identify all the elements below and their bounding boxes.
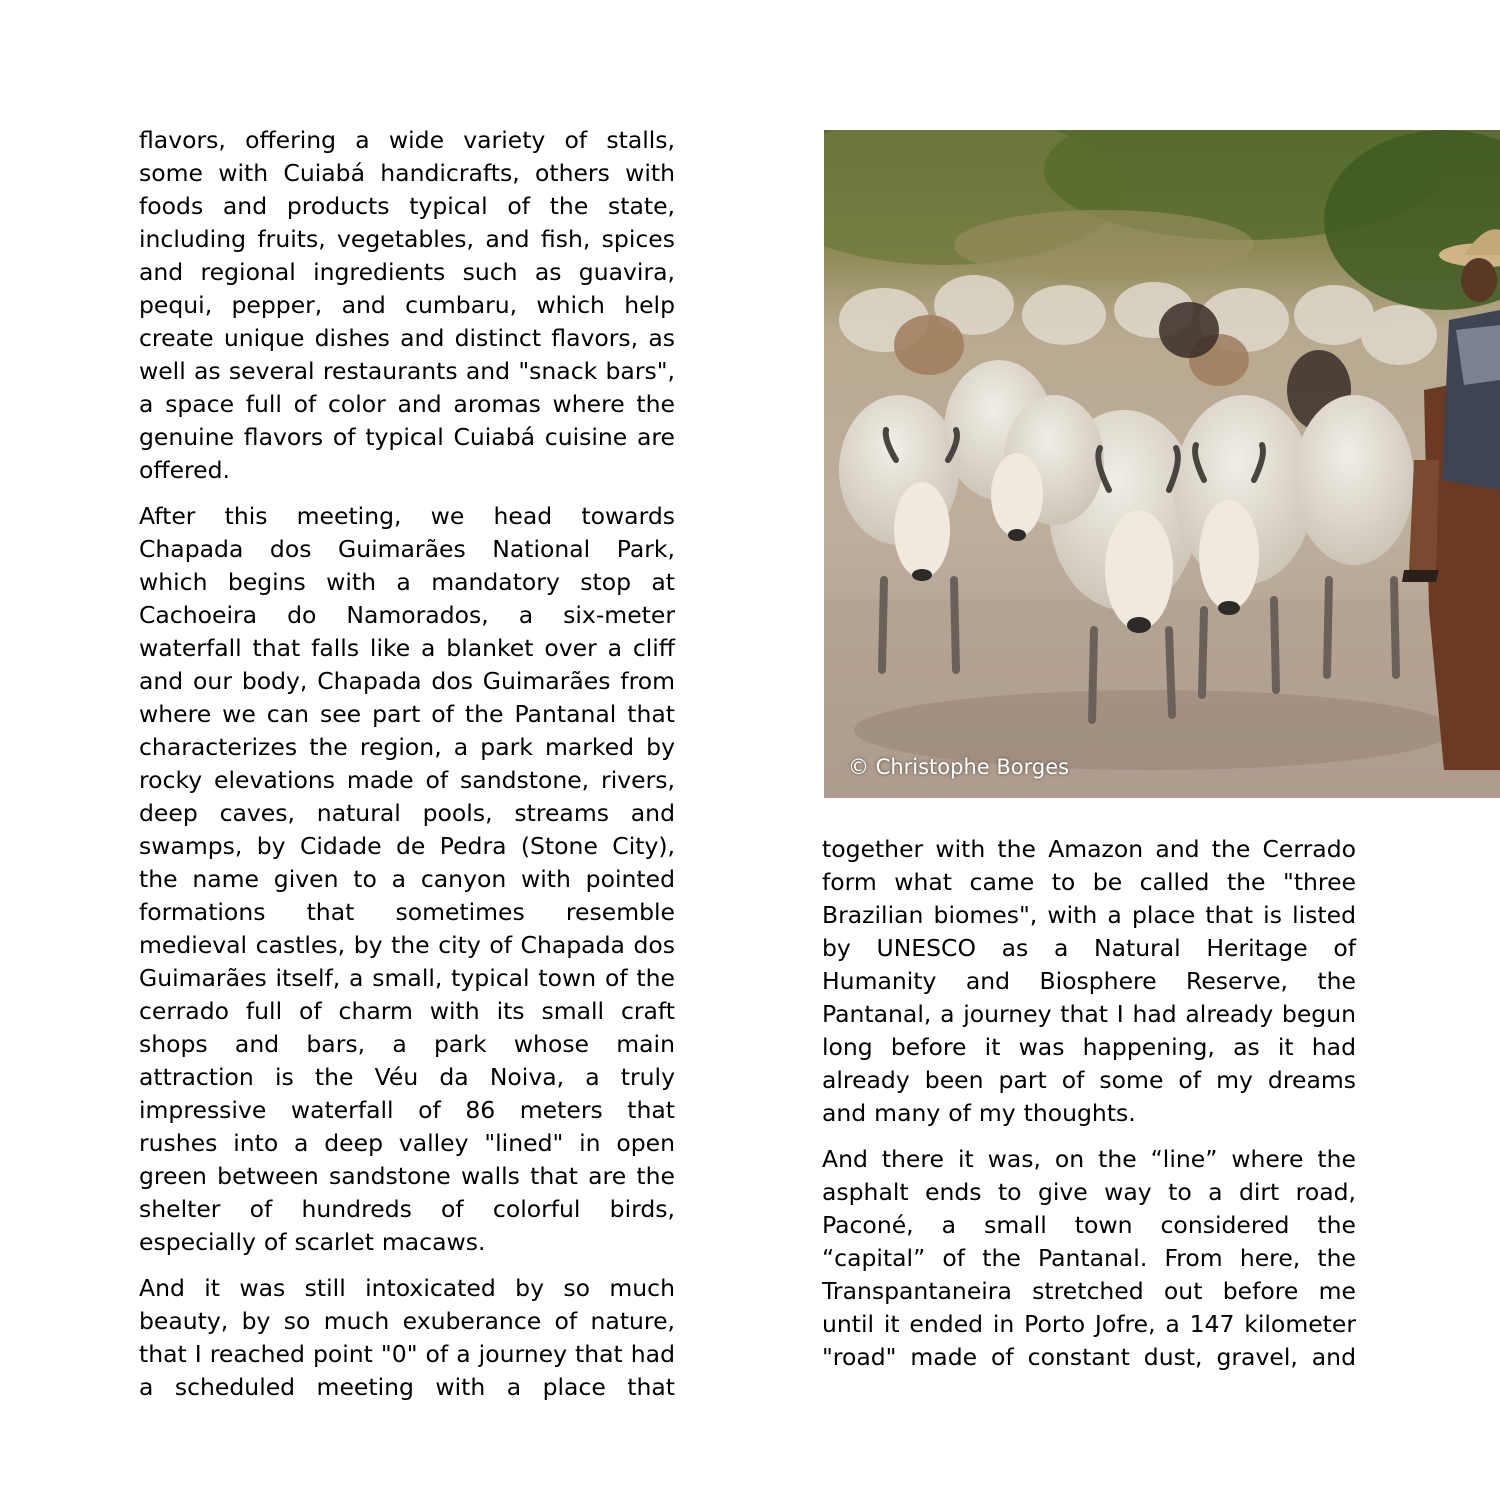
paragraph: And there it was, on the “line” where the asphalt ends to give way to a dirt road, Paconé, a small town considered the “capital” of the Pantanal. From here, the Transpantaneira stretched out before me until it ended in Porto Jofre, a 147 kilometer "road" made of constant dust, gravel, and [822,1145,1356,1371]
paragraph: flavors, offering a wide variety of stalls, some with Cuiabá handicrafts, others with foods and products typical of the state, including fruits, vegetables, and fish, spices and regional ingredients such as guavira, pequi, pepper, and cumbaru, which help create unique dishes and distinct flavors, as well as several restaurants and "snack bars", a space full of color and aromas where the genuine flavors of typical Cuiabá cuisine are offered. [139,126,675,484]
paragraph: After this meeting, we head towards Chapada dos Guimarães National Park, which begins with a mandatory stop at Cachoeira do Namorados, a six-meter waterfall that falls like a blanket over a cliff and our body, Chapada dos Guimarães from where we can see part of the Pantanal that characterizes the region, a park marked by rocky elevations made of sandstone, rivers, deep caves, natural pools, streams and swamps, by Cidade de Pedra (Stone City), the name given to a canyon with pointed formations that sometimes resemble medieval castles, by the city of Chapada dos Guimarães itself, a small, typical town of the cerrado full of charm with its small craft shops and bars, a park whose main attraction is the Véu da Noiva, a truly impressive waterfall of 86 meters that rushes into a deep valley "lined" in open green between sandstone walls that are the shelter of hundreds of colorful birds, especially of scarlet macaws. [139,502,675,1256]
paragraph: And it was still intoxicated by so much beauty, by so much exuberance of nature, that I reached point "0" of a journey that had a scheduled meeting with a place that [139,1274,675,1401]
cattle-herd-photo [824,130,1500,798]
right-text-column [822,833,1356,1387]
paragraph: together with the Amazon and the Cerrado form what came to be called the "three Brazilian biomes", with a place that is listed by UNESCO as a Natural Heritage of Humanity and Biosphere Reserve, the Pantanal, a journey that I had already begun long before it was happening, as it had already been part of some of my dreams and many of my thoughts. [822,835,1356,1127]
left-text-column [139,124,675,1417]
photo-credit: © Christophe Borges [848,755,1070,779]
